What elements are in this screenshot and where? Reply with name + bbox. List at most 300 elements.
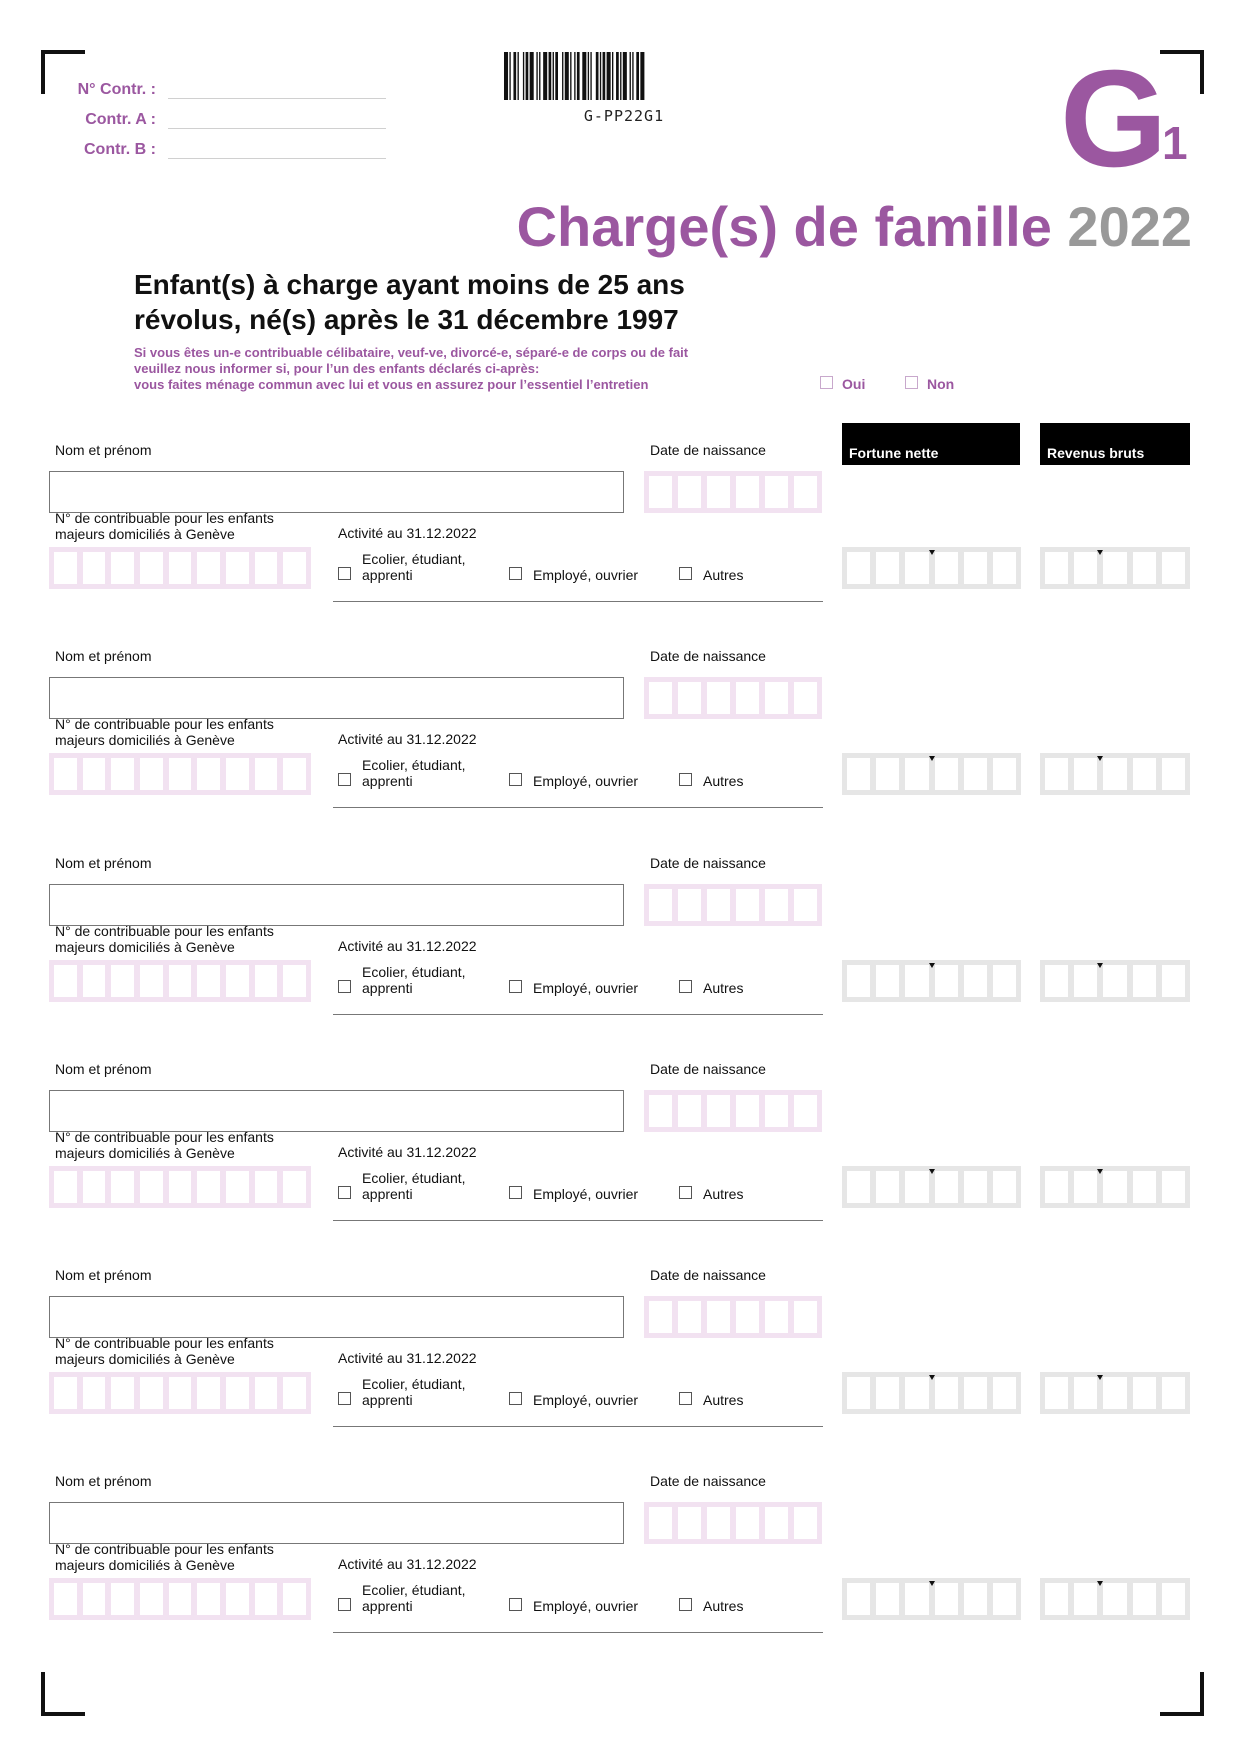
birthdate-field[interactable] — [644, 471, 822, 513]
contributor-number-cell — [255, 965, 278, 997]
thousands-marker-icon — [929, 756, 935, 761]
name-input[interactable] — [49, 471, 624, 513]
birthdate-cell — [765, 1301, 788, 1333]
birthdate-label: Date de naissance — [650, 442, 766, 458]
contributor-number-cell — [197, 552, 220, 584]
contributor-number-label-line-1: N° de contribuable pour les enfants — [55, 1541, 274, 1557]
contributor-number-field[interactable] — [49, 547, 311, 589]
birthdate-cell — [649, 1095, 672, 1127]
activity-underline — [333, 1220, 823, 1221]
fortune-cell — [905, 552, 928, 584]
barcode-bar — [577, 52, 580, 100]
student-label — [362, 1376, 466, 1408]
student-checkbox[interactable] — [338, 1392, 351, 1405]
contributor-number-cell — [54, 965, 77, 997]
contributor-number-cell — [226, 1171, 249, 1203]
activity-underline — [333, 807, 823, 808]
student-label-line-1: Ecolier, étudiant, — [362, 757, 466, 773]
child-section — [0, 851, 1240, 1058]
page-title — [517, 196, 1192, 258]
name-label: Nom et prénom — [55, 1061, 152, 1077]
other-checkbox[interactable] — [679, 1186, 692, 1199]
fortune-cell — [935, 552, 958, 584]
fortune-cell — [935, 758, 958, 790]
name-label: Nom et prénom — [55, 1267, 152, 1283]
student-label — [362, 1582, 466, 1614]
subtitle-line-1: Enfant(s) à charge ayant moins de 25 ans — [134, 269, 685, 300]
fortune-cell — [964, 965, 987, 997]
contributor-number-field[interactable] — [49, 753, 311, 795]
other-checkbox[interactable] — [679, 1598, 692, 1611]
contributor-number-label — [55, 1541, 274, 1573]
barcode-bar — [623, 52, 627, 100]
fortune-cell — [993, 965, 1016, 997]
barcode-bar — [518, 52, 519, 100]
contributor-number-cell — [111, 1583, 134, 1615]
fortune-cell — [876, 1377, 899, 1409]
contributor-number-cell — [83, 552, 106, 584]
contributor-number-cell — [169, 1171, 192, 1203]
fortune-cell — [876, 1171, 899, 1203]
birthdate-cell — [707, 889, 730, 921]
activity-underline — [333, 1014, 823, 1015]
contr-field[interactable] — [168, 98, 386, 99]
activity-underline — [333, 1426, 823, 1427]
student-label-line-1: Ecolier, étudiant, — [362, 1170, 466, 1186]
thousands-marker-icon — [1097, 1375, 1103, 1380]
contributor-number-cell — [226, 1583, 249, 1615]
revenus-cell — [1045, 1171, 1068, 1203]
barcode-bar — [513, 52, 516, 100]
name-label: Nom et prénom — [55, 855, 152, 871]
birthdate-field[interactable] — [644, 1502, 822, 1544]
contr-a-label: Contr. A : — [85, 111, 156, 128]
student-label — [362, 1170, 466, 1202]
student-label — [362, 757, 466, 789]
contributor-number-cell — [111, 1171, 134, 1203]
other-label: Autres — [703, 980, 744, 996]
barcode-bar — [526, 52, 529, 100]
birthdate-cell — [678, 682, 701, 714]
fortune-cell — [935, 1583, 958, 1615]
barcode-bar — [555, 52, 558, 100]
student-checkbox[interactable] — [338, 1186, 351, 1199]
barcode-bar — [630, 52, 631, 100]
barcode-bar — [523, 52, 524, 100]
name-input[interactable] — [49, 1090, 624, 1132]
name-input[interactable] — [49, 1296, 624, 1338]
revenus-cell — [1103, 758, 1126, 790]
barcode-bar — [640, 52, 644, 100]
revenus-cell — [1045, 758, 1068, 790]
revenus-cell — [1133, 552, 1156, 584]
barcode-bar — [565, 52, 569, 100]
birthdate-cell — [649, 476, 672, 508]
contributor-number-cell — [283, 758, 306, 790]
employee-checkbox[interactable] — [509, 567, 522, 580]
note-line-3: vous faites ménage commun avec lui et vous en assurez pour l’essentiel l’entretien — [134, 377, 649, 392]
birthdate-label: Date de naissance — [650, 1473, 766, 1489]
birthdate-cell — [707, 1301, 730, 1333]
birthdate-cell — [765, 1507, 788, 1539]
form-letter: G — [1060, 42, 1168, 196]
employee-label: Employé, ouvrier — [533, 1598, 639, 1614]
contributor-number-cell — [255, 1171, 278, 1203]
contributor-number-cell — [283, 965, 306, 997]
child-section — [0, 644, 1240, 851]
birthdate-cell — [649, 1301, 672, 1333]
thousands-marker-icon — [1097, 1581, 1103, 1586]
student-checkbox[interactable] — [338, 773, 351, 786]
oui-checkbox[interactable] — [820, 376, 833, 389]
activity-label: Activité au 31.12.2022 — [338, 731, 477, 747]
birthdate-label: Date de naissance — [650, 855, 766, 871]
oui-label: Oui — [842, 376, 866, 392]
birthdate-field[interactable] — [644, 884, 822, 926]
employee-checkbox[interactable] — [509, 980, 522, 993]
revenus-cell — [1045, 552, 1068, 584]
birthdate-cell — [794, 1095, 817, 1127]
contributor-number-label — [55, 1129, 274, 1161]
contributor-number-cell — [283, 552, 306, 584]
revenus-cell — [1074, 1583, 1097, 1615]
other-checkbox[interactable] — [679, 567, 692, 580]
fortune-cell — [993, 758, 1016, 790]
revenus-header: Revenus bruts — [1040, 423, 1190, 465]
birthdate-cell — [707, 476, 730, 508]
fortune-cell — [993, 1171, 1016, 1203]
student-label-line-2: apprenti — [362, 773, 413, 789]
employee-label: Employé, ouvrier — [533, 1186, 639, 1202]
form-number: 1 — [1162, 117, 1188, 169]
contributor-number-label-line-2: majeurs domiciliés à Genève — [55, 1145, 235, 1161]
barcode-bar — [543, 52, 547, 100]
contributor-number-label — [55, 923, 274, 955]
revenus-cell — [1162, 552, 1185, 584]
fortune-cell — [964, 1377, 987, 1409]
contributor-number-cell — [140, 965, 163, 997]
barcode-bar — [616, 52, 619, 100]
section-subtitle — [134, 268, 685, 337]
contributor-number-field[interactable] — [49, 1166, 311, 1208]
contributor-number-label — [55, 510, 274, 542]
barcode-bar — [612, 52, 613, 100]
employee-label: Employé, ouvrier — [533, 567, 639, 583]
barcode-bar — [562, 52, 563, 100]
other-label: Autres — [703, 1392, 744, 1408]
fortune-cell — [847, 552, 870, 584]
employee-checkbox[interactable] — [509, 1186, 522, 1199]
activity-label: Activité au 31.12.2022 — [338, 1144, 477, 1160]
barcode-bar — [574, 52, 575, 100]
contributor-number-cell — [226, 965, 249, 997]
child-section — [0, 1263, 1240, 1470]
barcode-bar — [620, 52, 621, 100]
fortune-cell — [876, 1583, 899, 1615]
birthdate-cell — [765, 476, 788, 508]
barcode-bar — [530, 52, 534, 100]
revenus-cell — [1133, 1377, 1156, 1409]
revenus-cell — [1133, 758, 1156, 790]
other-label: Autres — [703, 1598, 744, 1614]
activity-underline — [333, 1632, 823, 1633]
contributor-number-cell — [83, 1377, 106, 1409]
birthdate-label: Date de naissance — [650, 648, 766, 664]
activity-label: Activité au 31.12.2022 — [338, 1556, 477, 1572]
fortune-cell — [993, 552, 1016, 584]
birthdate-cell — [736, 1095, 759, 1127]
thousands-marker-icon — [1097, 756, 1103, 761]
fortune-cell — [964, 1171, 987, 1203]
contributor-number-cell — [283, 1583, 306, 1615]
contributor-number-cell — [226, 1377, 249, 1409]
barcode-bar — [596, 52, 599, 100]
birthdate-cell — [707, 682, 730, 714]
revenus-field[interactable] — [1040, 547, 1190, 589]
thousands-marker-icon — [929, 1375, 935, 1380]
fortune-cell — [935, 1171, 958, 1203]
fortune-cell — [876, 758, 899, 790]
revenus-cell — [1133, 1583, 1156, 1615]
household-note — [134, 345, 688, 393]
birthdate-field[interactable] — [644, 1296, 822, 1338]
contributor-number-cell — [169, 758, 192, 790]
birthdate-cell — [678, 1301, 701, 1333]
birthdate-field[interactable] — [644, 677, 822, 719]
revenus-field[interactable] — [1040, 1166, 1190, 1208]
contributor-number-cell — [83, 758, 106, 790]
contributor-number-cell — [111, 758, 134, 790]
contributor-number-cell — [169, 1583, 192, 1615]
birthdate-cell — [765, 1095, 788, 1127]
contributor-number-cell — [283, 1171, 306, 1203]
barcode-bar — [603, 52, 606, 100]
contributor-number-cell — [197, 758, 220, 790]
revenus-cell — [1103, 552, 1126, 584]
revenus-field[interactable] — [1040, 753, 1190, 795]
activity-label: Activité au 31.12.2022 — [338, 525, 477, 541]
birthdate-label: Date de naissance — [650, 1061, 766, 1077]
fortune-cell — [847, 1583, 870, 1615]
fortune-cell — [876, 552, 899, 584]
birthdate-cell — [794, 476, 817, 508]
contributor-number-cell — [54, 552, 77, 584]
revenus-cell — [1162, 1171, 1185, 1203]
fortune-cell — [847, 1171, 870, 1203]
fortune-cell — [993, 1583, 1016, 1615]
contr-b-label: Contr. B : — [84, 141, 156, 158]
fortune-header: Fortune nette — [842, 423, 1020, 465]
thousands-marker-icon — [1097, 963, 1103, 968]
contributor-number-label-line-2: majeurs domiciliés à Genève — [55, 732, 235, 748]
contributor-number-cell — [83, 1583, 106, 1615]
page-title-year: 2022 — [1067, 195, 1192, 258]
birthdate-cell — [678, 1507, 701, 1539]
student-checkbox[interactable] — [338, 567, 351, 580]
name-input[interactable] — [49, 677, 624, 719]
fortune-cell — [935, 965, 958, 997]
other-checkbox[interactable] — [679, 773, 692, 786]
revenus-cell — [1074, 552, 1097, 584]
contributor-number-cell — [140, 758, 163, 790]
fortune-cell — [905, 965, 928, 997]
employee-label: Employé, ouvrier — [533, 773, 639, 789]
birthdate-cell — [765, 682, 788, 714]
revenus-cell — [1045, 965, 1068, 997]
contributor-number-field[interactable] — [49, 1372, 311, 1414]
name-input[interactable] — [49, 1502, 624, 1544]
name-label: Nom et prénom — [55, 442, 152, 458]
contributor-number-cell — [140, 1171, 163, 1203]
contributor-number-cell — [83, 1171, 106, 1203]
child-section — [0, 1469, 1240, 1676]
birthdate-cell — [736, 1301, 759, 1333]
contributor-number-cell — [140, 1583, 163, 1615]
contributor-number-label-line-1: N° de contribuable pour les enfants — [55, 1129, 274, 1145]
barcode-bar — [588, 52, 589, 100]
contributor-number-label-line-2: majeurs domiciliés à Genève — [55, 1351, 235, 1367]
birthdate-cell — [736, 889, 759, 921]
revenus-field[interactable] — [1040, 960, 1190, 1002]
contributor-number-cell — [255, 1377, 278, 1409]
student-label — [362, 964, 466, 996]
barcode-bar — [600, 52, 601, 100]
revenus-cell — [1103, 1377, 1126, 1409]
birthdate-cell — [736, 1507, 759, 1539]
barcode-bar — [570, 52, 571, 100]
birthdate-cell — [707, 1095, 730, 1127]
contributor-number-cell — [255, 758, 278, 790]
employee-label: Employé, ouvrier — [533, 980, 639, 996]
fortune-cell — [964, 1583, 987, 1615]
employee-checkbox[interactable] — [509, 773, 522, 786]
contributor-number-cell — [255, 552, 278, 584]
contributor-number-cell — [169, 1377, 192, 1409]
revenus-cell — [1162, 1583, 1185, 1615]
student-label-line-2: apprenti — [362, 567, 413, 583]
fortune-cell — [993, 1377, 1016, 1409]
barcode-bar — [632, 52, 633, 100]
student-label-line-2: apprenti — [362, 980, 413, 996]
revenus-cell — [1045, 1583, 1068, 1615]
contributor-number-cell — [54, 758, 77, 790]
fortune-cell — [847, 758, 870, 790]
employee-checkbox[interactable] — [509, 1598, 522, 1611]
other-label: Autres — [703, 773, 744, 789]
birthdate-cell — [794, 1507, 817, 1539]
barcode — [504, 52, 744, 100]
contributor-number-cell — [255, 1583, 278, 1615]
name-input[interactable] — [49, 884, 624, 926]
contributor-number-cell — [54, 1377, 77, 1409]
revenus-field[interactable] — [1040, 1372, 1190, 1414]
birthdate-cell — [794, 682, 817, 714]
fortune-cell — [847, 1377, 870, 1409]
birthdate-cell — [707, 1507, 730, 1539]
fortune-cell — [847, 965, 870, 997]
contributor-number-label — [55, 1335, 274, 1367]
barcode-bar — [549, 52, 552, 100]
contributor-number-cell — [54, 1583, 77, 1615]
birthdate-cell — [678, 476, 701, 508]
birthdate-cell — [649, 1507, 672, 1539]
contributor-number-cell — [111, 552, 134, 584]
birthdate-field[interactable] — [644, 1090, 822, 1132]
birthdate-cell — [765, 889, 788, 921]
revenus-cell — [1074, 965, 1097, 997]
birthdate-cell — [736, 682, 759, 714]
student-checkbox[interactable] — [338, 980, 351, 993]
contributor-number-label-line-2: majeurs domiciliés à Genève — [55, 939, 235, 955]
contributor-number-cell — [54, 1171, 77, 1203]
contributor-number-cell — [140, 1377, 163, 1409]
contributor-number-field[interactable] — [49, 1578, 311, 1620]
other-label: Autres — [703, 567, 744, 583]
student-label-line-1: Ecolier, étudiant, — [362, 1582, 466, 1598]
student-label-line-2: apprenti — [362, 1186, 413, 1202]
student-label-line-1: Ecolier, étudiant, — [362, 551, 466, 567]
contributor-number-field[interactable] — [49, 960, 311, 1002]
employee-checkbox[interactable] — [509, 1392, 522, 1405]
student-label-line-1: Ecolier, étudiant, — [362, 964, 466, 980]
revenus-cell — [1103, 1171, 1126, 1203]
revenus-cell — [1133, 965, 1156, 997]
revenus-cell — [1074, 1171, 1097, 1203]
revenus-field[interactable] — [1040, 1578, 1190, 1620]
student-label-line-1: Ecolier, étudiant, — [362, 1376, 466, 1392]
activity-label: Activité au 31.12.2022 — [338, 938, 477, 954]
thousands-marker-icon — [929, 1169, 935, 1174]
other-checkbox[interactable] — [679, 1392, 692, 1405]
barcode-bar — [553, 52, 554, 100]
thousands-marker-icon — [1097, 1169, 1103, 1174]
birthdate-cell — [678, 1095, 701, 1127]
revenus-cell — [1074, 1377, 1097, 1409]
note-line-2: veuillez nous informer si, pour l’un des enfants déclarés ci-après: — [134, 361, 540, 376]
contributor-number-cell — [197, 1583, 220, 1615]
contributor-number-label-line-2: majeurs domiciliés à Genève — [55, 1557, 235, 1573]
student-checkbox[interactable] — [338, 1598, 351, 1611]
employee-label: Employé, ouvrier — [533, 1392, 639, 1408]
non-checkbox[interactable] — [905, 376, 918, 389]
page-title-text: Charge(s) de famille — [516, 195, 1052, 258]
fortune-cell — [905, 1377, 928, 1409]
contr-a-field[interactable] — [168, 128, 386, 129]
revenus-cell — [1162, 1377, 1185, 1409]
contributor-number-label — [55, 716, 274, 748]
revenus-cell — [1074, 758, 1097, 790]
birthdate-cell — [678, 889, 701, 921]
contributor-number-cell — [197, 1377, 220, 1409]
contr-b-field[interactable] — [168, 158, 386, 159]
contributor-number-label-line-1: N° de contribuable pour les enfants — [55, 510, 274, 526]
birthdate-cell — [794, 1301, 817, 1333]
student-label-line-2: apprenti — [362, 1392, 413, 1408]
child-section — [0, 438, 1240, 645]
contributor-number-cell — [169, 552, 192, 584]
fortune-cell — [935, 1377, 958, 1409]
birthdate-label: Date de naissance — [650, 1267, 766, 1283]
non-label: Non — [927, 376, 955, 392]
contributor-number-label-line-1: N° de contribuable pour les enfants — [55, 1335, 274, 1351]
barcode-bar — [607, 52, 611, 100]
other-checkbox[interactable] — [679, 980, 692, 993]
contributor-number-cell — [140, 552, 163, 584]
barcode-bar — [504, 52, 508, 100]
contributor-number-cell — [226, 552, 249, 584]
birthdate-cell — [649, 889, 672, 921]
barcode-bar — [636, 52, 639, 100]
